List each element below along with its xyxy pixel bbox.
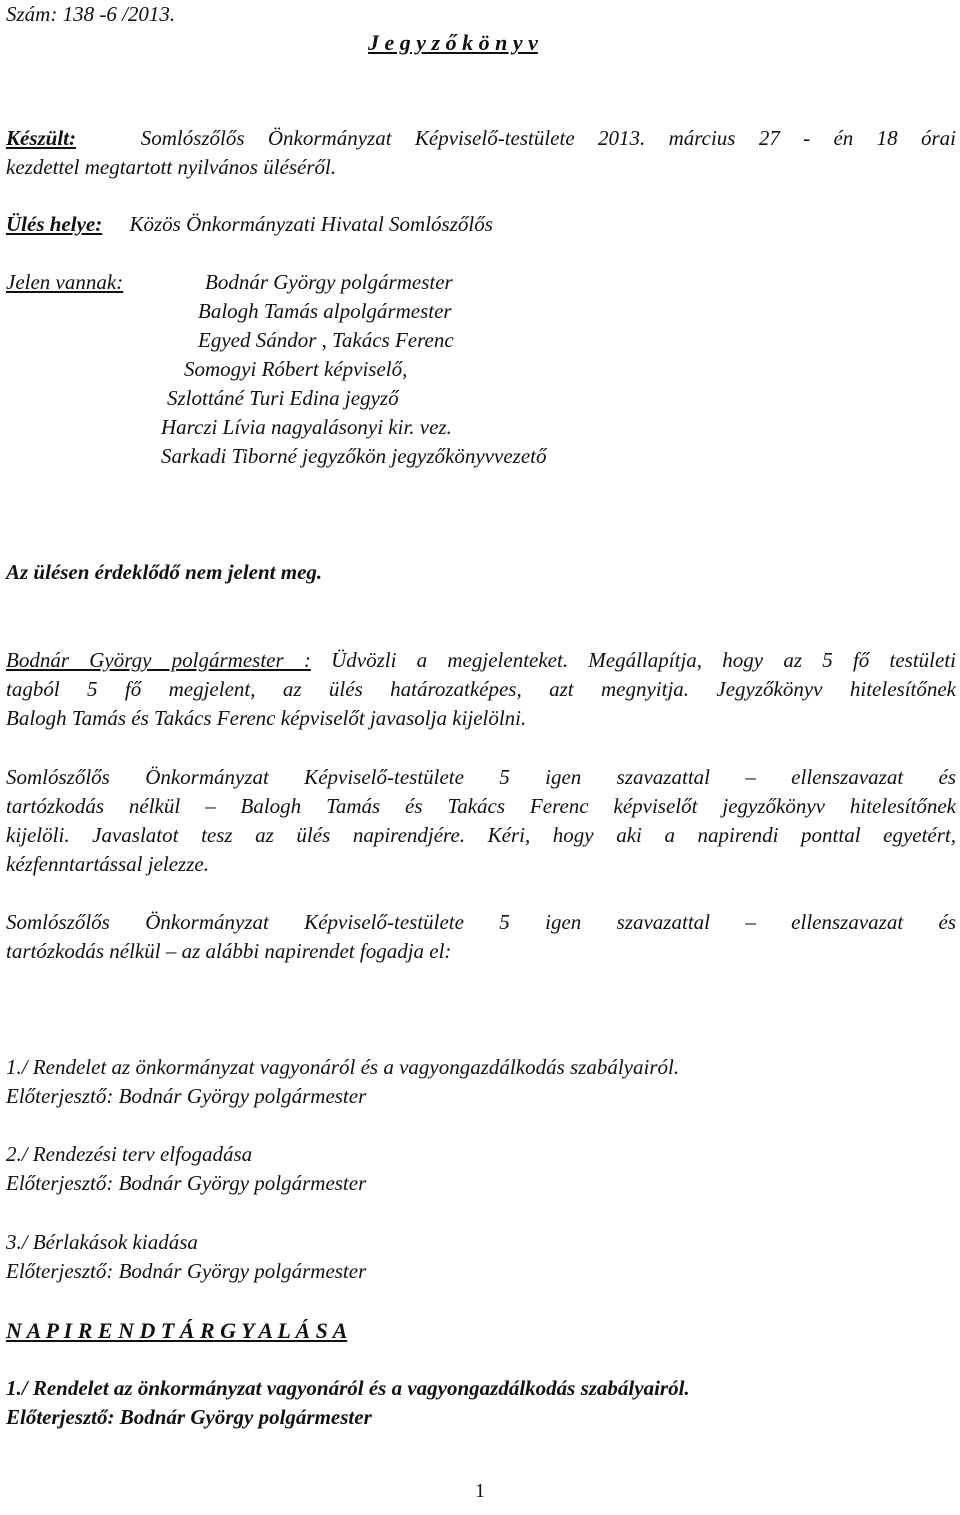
attendee: Somogyi Róbert képviselő,: [184, 357, 408, 381]
attendee: Bodnár György polgármester: [205, 270, 453, 294]
venue: [6, 212, 493, 237]
document-number: Szám: 138 -6 /2013.: [6, 2, 176, 26]
agenda-item: 1./ Rendelet az önkormányzat vagyonáról és a vagyongazdálkodás szabályairól.: [6, 1055, 680, 1079]
opening-line-2: tagból 5 fő megjelent, az ülés határozatképes, azt megnyitja. Jegyzőkönyv hitelesítőnek: [6, 677, 956, 701]
attendee: Egyed Sándor , Takács Ferenc: [198, 328, 454, 352]
prepared-text: Somlószőlős Önkormányzat Képviselő-testülete 2013. március 27 - én 18 órai: [140, 126, 956, 150]
resolution2-line: Somlószőlős Önkormányzat Képviselő-testülete 5 igen szavazattal – ellenszavazat és: [6, 910, 956, 934]
attendee: Szlottáné Turi Edina jegyző: [167, 386, 399, 410]
prepared-line-1: [6, 126, 956, 151]
resolution1-line: kézfenntartással jelezze.: [6, 852, 209, 876]
present-label: Jelen vannak:: [6, 270, 124, 294]
resolution1-line: tartózkodás nélkül – Balogh Tamás és Takács Ferenc képviselőt jegyzőkönyv hitelesítőnek: [6, 794, 956, 818]
agenda-item: 3./ Bérlakások kiadása: [6, 1230, 198, 1254]
opening-speaker: Bodnár György polgármester :: [6, 648, 311, 672]
resolution1-line: Somlószőlős Önkormányzat Képviselő-testülete 5 igen szavazattal – ellenszavazat és: [6, 765, 956, 789]
attendee: Harczi Lívia nagyalásonyi kir. vez.: [161, 415, 452, 439]
opening-text: Üdvözli a megjelenteket. Megállapítja, hogy az 5 fő testületi: [331, 648, 956, 672]
venue-label: Ülés helye:: [6, 212, 103, 236]
agenda-discussion-heading: N A P I R E N D T Á R G Y A L Á S A: [6, 1318, 348, 1343]
attendee: Balogh Tamás alpolgármester: [198, 299, 452, 323]
document-title: J e g y z ő k ö n y v: [368, 30, 538, 55]
discussion-presenter: Előterjesztő: Bodnár György polgármester: [6, 1405, 372, 1429]
discussion-item: 1./ Rendelet az önkormányzat vagyonáról és a vagyongazdálkodás szabályairól.: [6, 1376, 690, 1400]
opening-line-3: Balogh Tamás és Takács Ferenc képviselőt javasolja kijelölni.: [6, 706, 527, 730]
agenda-presenter: Előterjesztő: Bodnár György polgármester: [6, 1259, 367, 1283]
venue-value: Közös Önkormányzati Hivatal Somlószőlős: [129, 212, 493, 236]
opening-line-1: [6, 648, 956, 673]
agenda-item: 2./ Rendezési terv elfogadása: [6, 1142, 253, 1166]
resolution2-line: tartózkodás nélkül – az alábbi napirendet fogadja el:: [6, 939, 452, 963]
resolution1-line: kijelöli. Javaslatot tesz az ülés napirendjére. Kéri, hogy aki a napirendi ponttal egyetért,: [6, 823, 956, 847]
prepared-label: Készült:: [6, 126, 77, 150]
page-number: 1: [475, 1480, 485, 1502]
no-visitors-note: Az ülésen érdeklődő nem jelent meg.: [6, 560, 323, 584]
prepared-line-2: kezdettel megtartott nyilvános üléséről.: [6, 155, 337, 179]
attendee: Sarkadi Tiborné jegyzőkön jegyzőkönyvvezető: [161, 444, 547, 468]
present-label-row: [6, 270, 145, 295]
agenda-presenter: Előterjesztő: Bodnár György polgármester: [6, 1084, 367, 1108]
agenda-presenter: Előterjesztő: Bodnár György polgármester: [6, 1171, 367, 1195]
